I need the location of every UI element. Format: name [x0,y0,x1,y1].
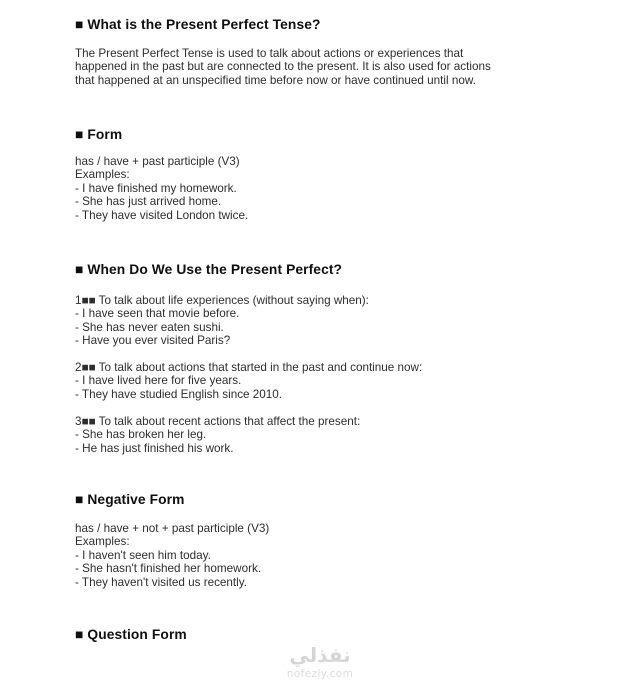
heading-negative-form: ■ Negative Form [75,492,185,507]
usage-block-3 [75,415,360,455]
text-line: - I have lived here for five years. [75,374,242,388]
text-line: 1■■ To talk about life experiences (without saying when): [75,294,369,307]
usage-block-2 [75,361,422,401]
text-line: - She hasn't finished her homework. [75,562,262,576]
watermark [250,643,390,680]
text-line: - She has just arrived home. [75,195,222,209]
text-line: has / have + past participle (V3) [75,155,240,168]
text-line: happened in the past but are connected to the present. It is also used for actions [75,60,491,74]
text-line: - Have you ever visited Paris? [75,334,231,348]
negative-form-rules [75,522,269,589]
heading-question-form: ■ Question Form [75,627,187,642]
text-line: - They have visited London twice. [75,208,249,222]
heading-form: ■ Form [75,127,123,142]
text-line: Examples: [75,535,130,549]
text-line: - She has broken her leg. [75,428,207,442]
intro-paragraph [75,47,491,87]
text-line: The Present Perfect Tense is used to talk about actions or experiences that [75,47,464,60]
text-line: - I have finished my homework. [75,181,237,195]
form-rules [75,155,248,222]
text-line: has / have + not + past participle (V3) [75,522,270,535]
text-line: 2■■ To talk about actions that started in the past and continue now: [75,361,423,374]
heading-when-do-we-use: ■ When Do We Use the Present Perfect? [75,262,343,277]
text-line: - I haven't seen him today. [75,548,211,562]
text-line: - They haven't visited us recently. [75,575,247,589]
watermark-logo: نفذلي [289,643,351,667]
text-line: - He has just finished his work. [75,441,234,455]
text-line: - I have seen that movie before. [75,307,240,321]
text-line: that happened at an unspecified time before now or have continued until now. [75,73,476,87]
text-line: 3■■ To talk about recent actions that affect the present: [75,415,361,428]
usage-block-1 [75,294,369,348]
text-line: - They have studied English since 2010. [75,387,283,401]
heading-what-is-present-perfect: ■ What is the Present Perfect Tense? [75,17,321,32]
watermark-site-url: nofezly.com [286,668,354,680]
text-line: Examples: [75,168,130,182]
text-line: - She has never eaten sushi. [75,320,224,334]
